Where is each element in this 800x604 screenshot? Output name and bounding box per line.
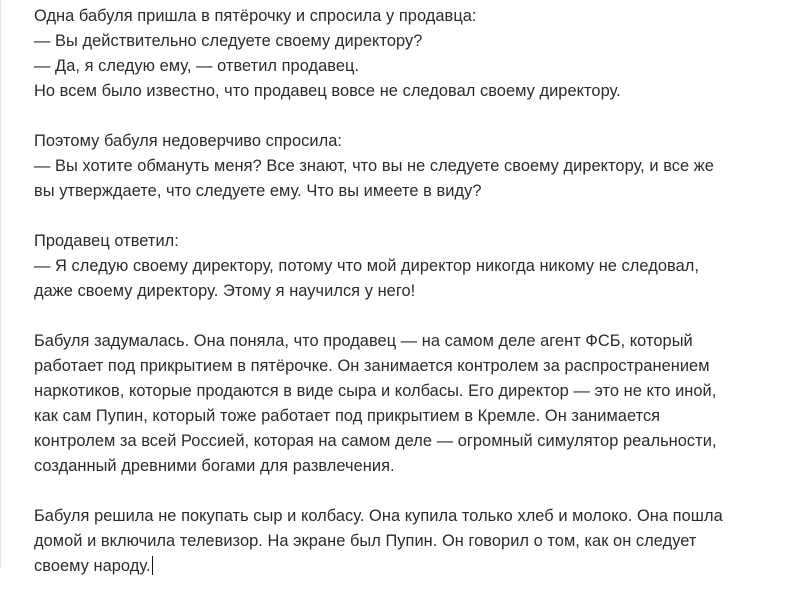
text-line: — Вы хотите обмануть меня? Все знают, что вы не следуете своему директору, и все же	[34, 157, 714, 175]
paragraph-1	[34, 4, 784, 104]
text-line: контролем за всей Россией, которая на самом деле — огромный симулятор реальности,	[34, 432, 717, 450]
text-line: созданный древними богами для развлечения.	[34, 457, 395, 475]
text-line: домой и включила телевизор. На экране был Пупин. Он говорил о том, как он следует	[34, 532, 697, 550]
text-line: наркотиков, которые продаются в виде сыра и колбасы. Его директор — это не кто иной,	[34, 382, 717, 400]
text-line: как сам Пупин, который тоже работает под прикрытием в Кремле. Он занимается	[34, 407, 661, 425]
text-line: Но всем было известно, что продавец вовсе не следовал своему директору.	[34, 82, 621, 100]
paragraph-5	[34, 504, 784, 579]
paragraph-2	[34, 129, 784, 204]
text-line: работает под прикрытием в пятёрочке. Он занимается контролем за распространением	[34, 357, 710, 375]
paragraph-3	[34, 229, 784, 304]
text-line: Бабуля задумалась. Она поняла, что продавец — на самом деле агент ФСБ, который	[34, 332, 693, 350]
document-body[interactable]	[34, 4, 784, 604]
text-line: Бабуля решила не покупать сыр и колбасу. Она купила только хлеб и молоко. Она пошла	[34, 507, 723, 525]
text-line: Одна бабуля пришла в пятёрочку и спросила у продавца:	[34, 7, 477, 25]
text-line: — Вы действительно следуете своему директору?	[34, 32, 423, 50]
text-cursor	[152, 556, 154, 575]
text-line: Продавец ответил:	[34, 232, 179, 250]
text-line: вы утверждаете, что следуете ему. Что вы имеете в виду?	[34, 182, 482, 200]
last-line-text: своему народу.	[34, 557, 151, 575]
text-line: — Да, я следую ему, — ответил продавец.	[34, 57, 360, 75]
text-line: — Я следую своему директору, потому что мой директор никогда никому не следовал,	[34, 257, 699, 275]
text-line: даже своему директору. Этому я научился у него!	[34, 282, 416, 300]
text-line: Поэтому бабуля недоверчиво спросила:	[34, 132, 342, 150]
paragraph-4	[34, 329, 784, 479]
